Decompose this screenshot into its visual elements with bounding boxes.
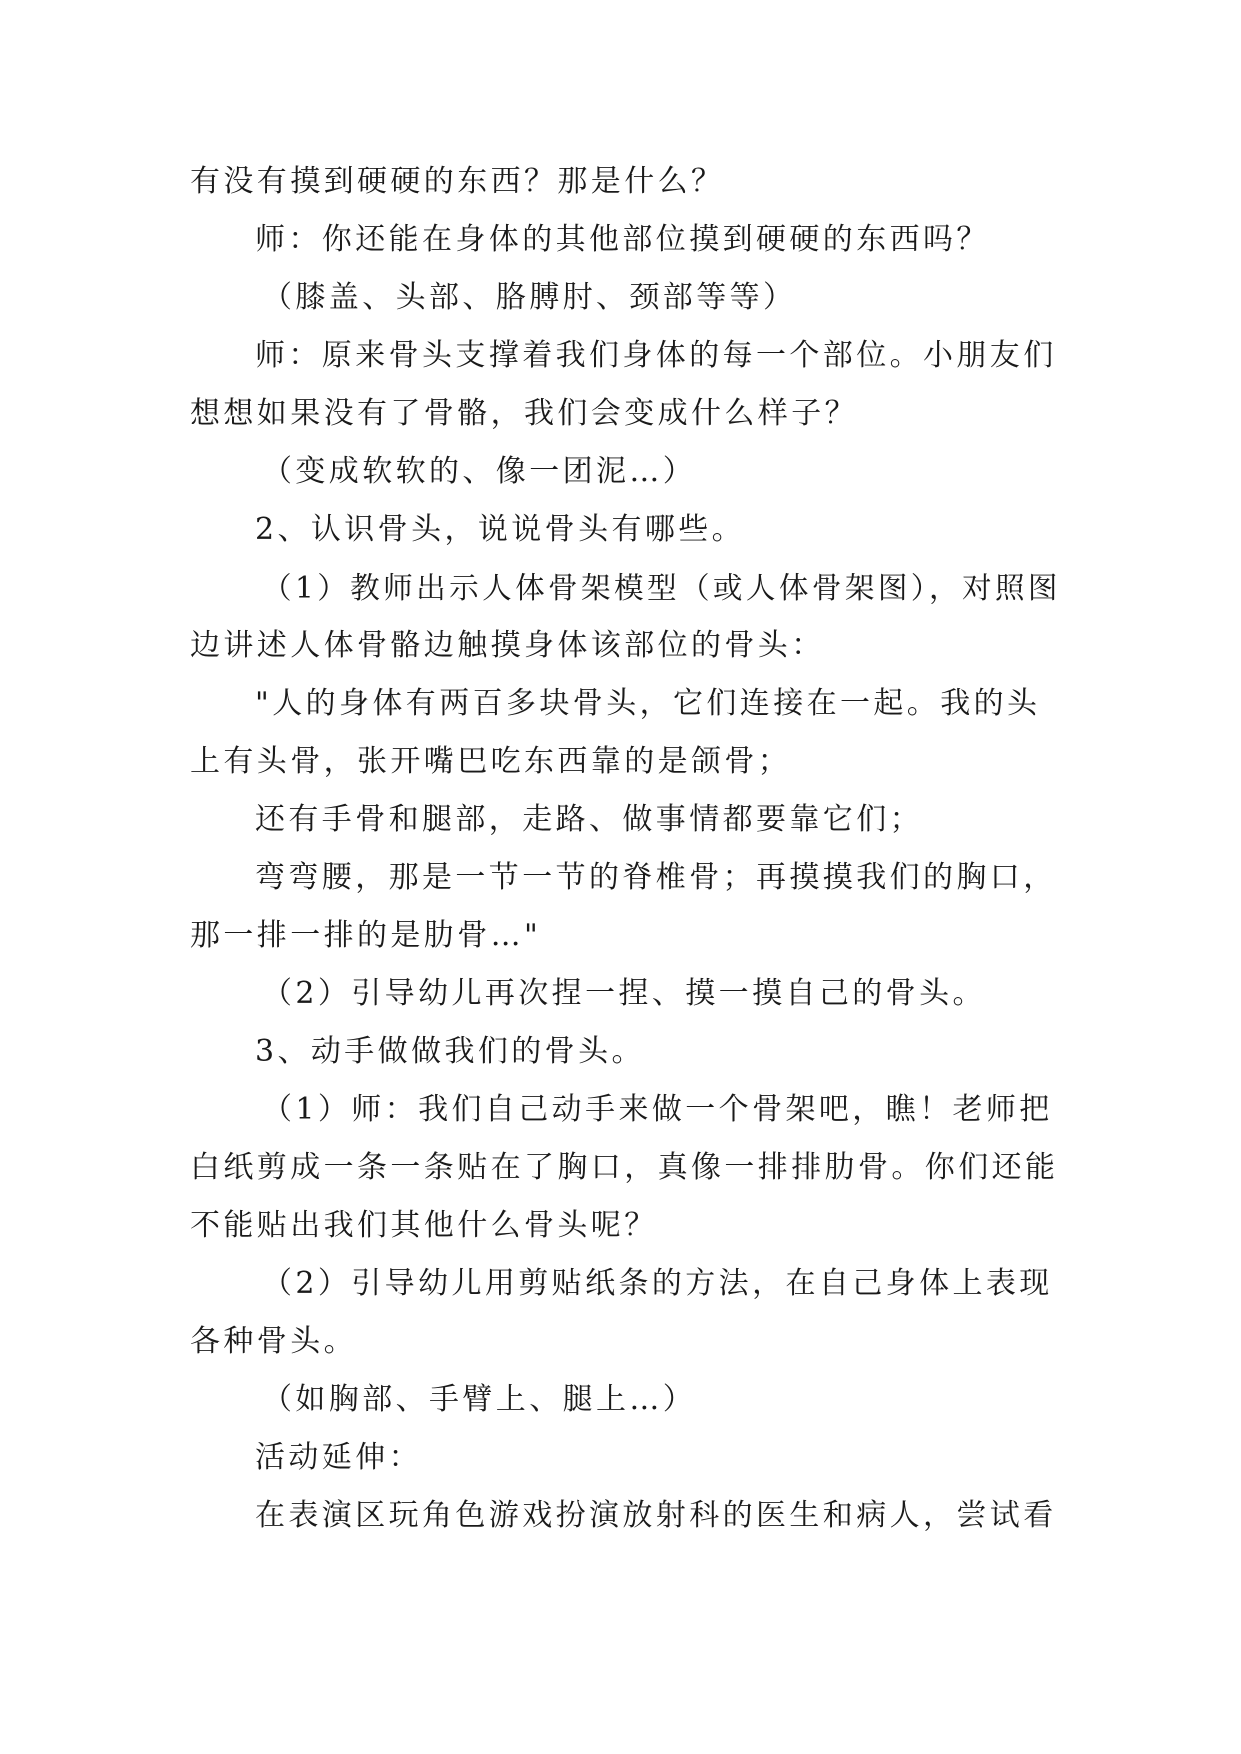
text-line: （1）教师出示人体骨架模型（或人体骨架图），对照图 (262, 571, 1061, 605)
text-line: （2）引导幼儿再次捏一捏、摸一摸自己的骨头。 (262, 976, 986, 1011)
text-line: 弯弯腰，那是一节一节的脊椎骨；再摸摸我们的胸口， (255, 860, 1057, 895)
text-line: 各种骨头。 (190, 1324, 357, 1359)
text-line: 2、认识骨头，说说骨头有哪些。 (255, 512, 746, 547)
text-line: （变成软软的、像一团泥…） (262, 454, 697, 489)
text-line: 上有头骨，张开嘴巴吃东西靠的是颌骨； (190, 744, 792, 779)
text-line: （膝盖、头部、胳膊肘、颈部等等） (262, 280, 797, 315)
text-line: （1）师：我们自己动手来做一个骨架吧，瞧！老师把 (262, 1092, 1053, 1127)
text-line: 在表演区玩角色游戏扮演放射科的医生和病人，尝试看 (255, 1498, 1057, 1533)
text-line: 3、动手做做我们的骨头。 (255, 1034, 645, 1069)
text-line: （2）引导幼儿用剪贴纸条的方法，在自己身体上表现 (262, 1266, 1053, 1301)
text-line: 师：你还能在身体的其他部位摸到硬硬的东西吗？ (255, 222, 990, 257)
text-line: 师：原来骨头支撑着我们身体的每一个部位。小朋友们 (255, 338, 1057, 373)
text-line: 那一排一排的是肋骨…" (190, 918, 542, 953)
text-line: "人的身体有两百多块骨头，它们连接在一起。我的头 (255, 686, 1041, 721)
text-line: 想想如果没有了骨骼，我们会变成什么样子？ (190, 396, 858, 431)
text-line: 活动延伸： (255, 1440, 422, 1475)
text-line: 还有手骨和腿部，走路、做事情都要靠它们； (255, 802, 923, 837)
text-line: （如胸部、手臂上、腿上…） (262, 1382, 697, 1417)
text-line: 有没有摸到硬硬的东西？那是什么？ (190, 164, 725, 199)
text-line: 不能贴出我们其他什么骨头呢？ (190, 1208, 658, 1243)
text-line: 边讲述人体骨骼边触摸身体该部位的骨头： (190, 628, 825, 663)
text-line: 白纸剪成一条一条贴在了胸口，真像一排排肋骨。你们还能 (190, 1150, 1059, 1185)
